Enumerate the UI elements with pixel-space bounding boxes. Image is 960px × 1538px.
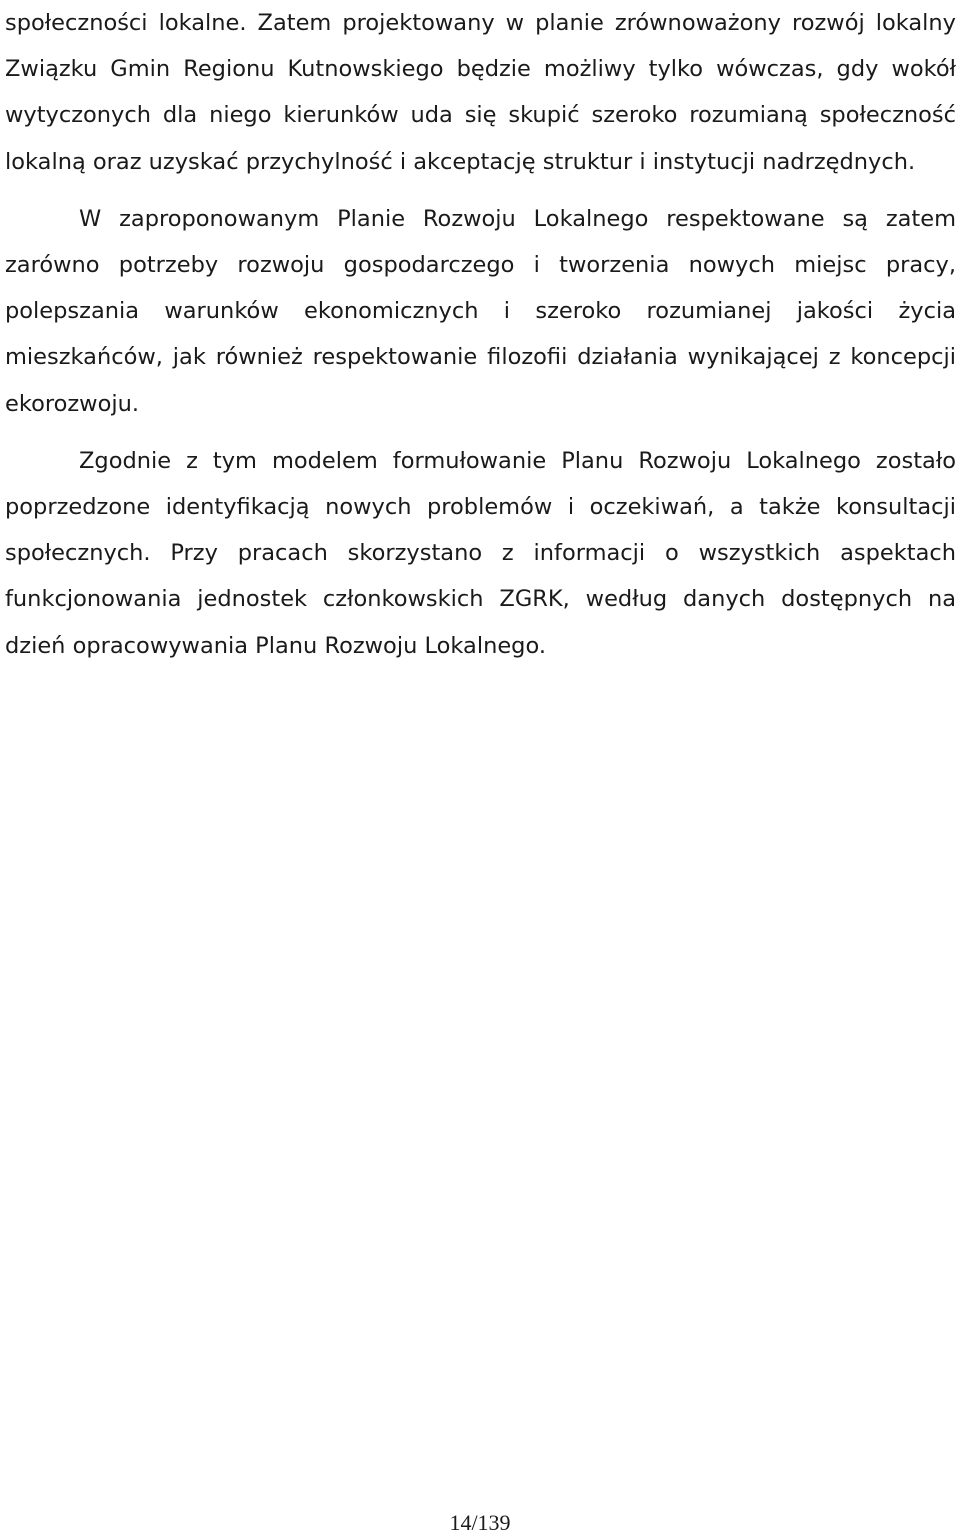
paragraph-continuation: społeczności lokalne. Zatem projektowany w planie zrównoważony rozwój lokalny Związku Gmin Regionu Kutnowskiego będzie możliwy tylko wówczas, gdy wokół wytyczonych dla niego kierunków uda się skupić szeroko rozumianą społeczność lokalną oraz uzyskać przychylność i akceptację struktur i instytucji nadrzędnych. [5,10,956,175]
page-number: 14/139 [449,1510,511,1535]
document-body [5,0,956,669]
paragraph-methodology: Zgodnie z tym modelem formułowanie Planu Rozwoju Lokalnego zostało poprzedzone identyfikacją nowych problemów i oczekiwań, a także konsultacji społecznych. Przy pracach skorzystano z informacji o wszystkich aspektach funkcjonowania jednostek członkowskich ZGRK, według danych dostępnych na dzień opracowywania Planu Rozwoju Lokalnego. [5,447,956,659]
paragraph-plan-priorities: W zaproponowanym Planie Rozwoju Lokalnego respektowane są zatem zarówno potrzeby rozwoju gospodarczego i tworzenia nowych miejsc pracy, polepszania warunków ekonomicznych i szeroko rozumianej jakości życia mieszkańców, jak również respektowanie filozofii działania wynikającej z koncepcji ekorozwoju. [5,205,956,417]
